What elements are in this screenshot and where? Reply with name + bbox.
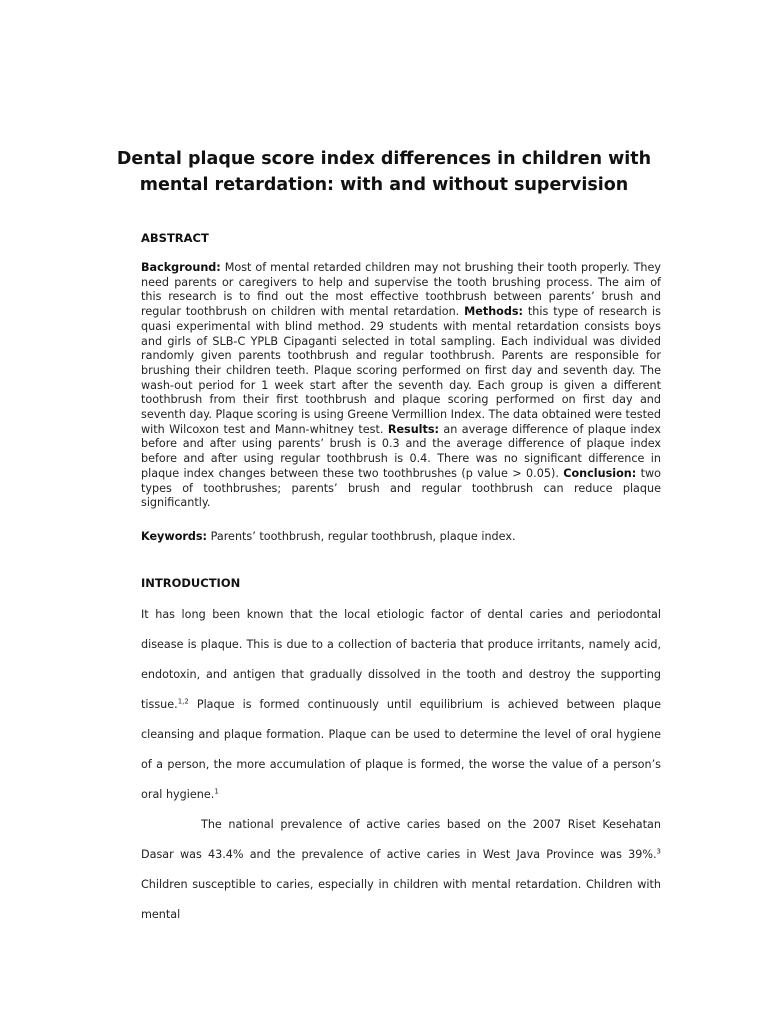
intro-p2-text-a: The national prevalence of active caries based on the 2007 Riset Kesehatan Dasar was 43.4% and the prevalence of active caries in West Java Province was 39%.	[141, 818, 661, 861]
methods-label: Methods:	[464, 305, 523, 319]
introduction-heading: INTRODUCTION	[141, 576, 241, 590]
intro-p1-text-b: Plaque is formed continuously until equilibrium is achieved between plaque cleansing and plaque formation. Plaque can be used to determine the level of oral hygiene of a person, the more accumulation of plaque is formed, the worse the value of a person’s oral hygiene.	[141, 698, 661, 801]
results-label: Results:	[387, 422, 439, 436]
abstract-body	[141, 261, 661, 511]
paper-title: Dental plaque score index differences in children with mental retardation: with and without supervision	[116, 149, 652, 195]
background-label: Background:	[141, 261, 221, 274]
intro-p1-text-a: It has long been known that the local etiologic factor of dental caries and periodontal disease is plaque. This is due to a collection of bacteria that produce irritants, namely acid, endotoxin, and antigen that gradually dissolved in the tooth and destroy the supporting tissue.	[141, 608, 661, 711]
background-text: Most of mental retarded children may not brushing their tooth properly. They need parents or caregivers to help and supervise the tooth brushing process. The aim of this research is to find out the most effective toothbrush between parents’ brush and regular toothbrush on children with mental retardation.	[141, 261, 661, 319]
results-text: an average difference of plaque index before and after using parents’ brush is 0.3 and the average difference of plaque index before and after using regular toothbrush is 0.4. There was no significant difference in plaque index changes between these two toothbrushes (p value > 0.05).	[141, 422, 661, 480]
methods-text: this type of research is quasi experimental with blind method. 29 students with mental retardation consists boys and girls of SLB-C YPLB Cipaganti selected in total sampling. Each individual was divided randomly given parents toothbrush and regular toothbrush. Parents are responsible for brushing their children teeth. Plaque scoring performed on first day and seventh day. The wash-out period for 1 week start after the seventh day. Each group is given a different toothbrush from their first toothbrush and plaque scoring performed on first day and seventh day. Plaque scoring is using Greene Vermillion Index. The data obtained were tested with Wilcoxon test and Mann-whitney test.	[141, 305, 661, 436]
abstract-heading: ABSTRACT	[141, 231, 209, 245]
intro-paragraph-2	[141, 810, 661, 930]
conclusion-text: two types of toothbrushes; parents’ brush and regular toothbrush can reduce plaque significantly.	[141, 466, 661, 510]
introduction-body	[141, 600, 661, 930]
conclusion-label: Conclusion:	[563, 466, 637, 480]
citation-sup: 3	[656, 847, 661, 856]
citation-sup: 1,2	[177, 697, 189, 706]
keywords-label: Keywords:	[141, 530, 208, 543]
intro-p2-text-b: Children susceptible to caries, especially in children with mental retardation. Children with mental	[141, 878, 661, 921]
keywords-text: Parents’ toothbrush, regular toothbrush, plaque index.	[207, 530, 516, 543]
intro-paragraph-1	[141, 600, 661, 810]
citation-sup: 1	[214, 787, 219, 796]
keywords-line	[141, 530, 661, 543]
